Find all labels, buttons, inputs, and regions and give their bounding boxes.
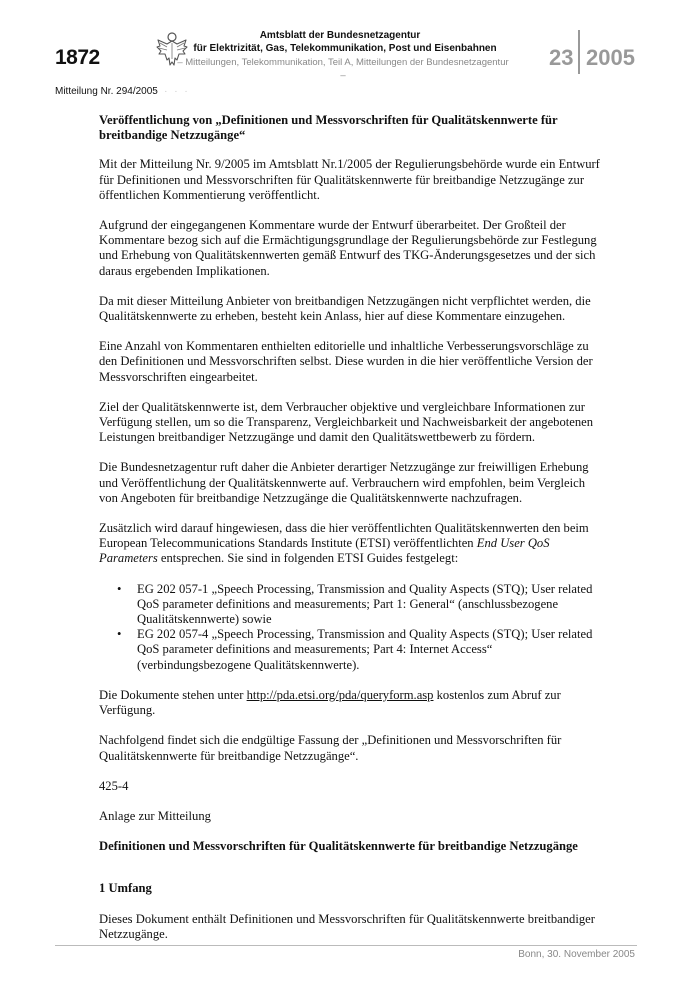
paragraph: Die Bundesnetzagentur ruft daher die Anbieter derartiger Netzzugänge zur freiwilligen Erhebung und Veröffentlichung der Qualitätskennwerte auf. Verbrauchern wird empfohlen, beim Vergleich von Angeboten für breitbandige Netzzugänge die Qualitätskennwerte nachzufragen. bbox=[99, 460, 589, 505]
section-heading: 1 Umfang bbox=[99, 881, 152, 896]
footer-divider bbox=[55, 945, 637, 946]
list-item: • EG 202 057-4 „Speech Processing, Transmission and Quality Aspects (STQ); User related QoS parameter definitions and measurements; Part 4: Internet Access“ (verbindungsbezogene Qualitätskennwerte). bbox=[117, 627, 593, 672]
paragraph: Zusätzlich wird darauf hingewiesen, dass die hier veröffentlichten Qualitätskennwerten den beim European Telecommunications Standards Institute (ETSI) veröffentlichten End User QoS Parameters entsprechen. Sie sind in folgenden ETSI Guides festgelegt: bbox=[99, 521, 589, 566]
paragraph: Da mit dieser Mitteilung Anbieter von breitbandigen Netzzugängen nicht verpflichtet werden, die Qualitätskennwerte zu erheben, besteht kein Anlass, hier auf diese Kommentare einzugehen. bbox=[99, 293, 591, 324]
section-text: Dieses Dokument enthält Definitionen und Messvorschriften für Qualitätskennwerte breitbandiger Netzzugänge. bbox=[99, 911, 595, 941]
list-item: • EG 202 057-1 „Speech Processing, Transmission and Quality Aspects (STQ); User related QoS parameter definitions and measurements; Part 1: General“ (anschlussbezogene Qualitätskennwerte) sowie bbox=[117, 581, 593, 627]
reference-number: 425-4 bbox=[99, 778, 129, 793]
paragraph: Nachfolgend findet sich die endgültige Fassung der „Definitionen und Messvorschriften für Qualitätskennwerte für breitbandige Netzzugänge“. bbox=[99, 733, 562, 763]
gazette-section-subtitle: – Mitteilungen, Telekommunikation, Teil A, Mitteilungen der Bundesnetzagentur – bbox=[177, 57, 509, 81]
footer-date: Bonn, 30. November 2005 bbox=[518, 949, 635, 960]
etsi-term: End User QoS Parameters bbox=[99, 536, 550, 566]
issue-divider bbox=[578, 30, 580, 74]
etsi-download-link[interactable]: http://pda.etsi.org/pda/queryform.asp bbox=[246, 687, 434, 702]
issue-year: 2005 bbox=[586, 45, 635, 70]
standards-list bbox=[99, 582, 607, 673]
notice-id: Mitteilung Nr. 294/2005 bbox=[55, 86, 158, 97]
annex-label: Anlage zur Mitteilung bbox=[99, 808, 211, 823]
paragraph: Aufgrund der eingegangenen Kommentare wurde der Entwurf überarbeitet. Der Großteil der Kommentare bezog sich auf die Ermächtigungsgrundlage der Regulierungsbehörde zur Festlegung und Erhebung von Qualitätskennwerten gemäß Entwurf des TKG-Änderungsgesetzes und der sich daraus ergebenden Implikationen. bbox=[99, 218, 597, 278]
gazette-title-subline: für Elektrizität, Gas, Telekommunikation, Post und Eisenbahnen bbox=[193, 43, 497, 54]
document-title: Veröffentlichung von „Definitionen und Messvorschriften für Qualitätskennwerte für breitbandige Netzzugänge“ bbox=[99, 113, 558, 143]
bullet-icon: • bbox=[117, 627, 122, 642]
issue-number: 23 bbox=[549, 45, 574, 70]
annex-title: Definitionen und Messvorschriften für Qualitätskennwerte für breitbandige Netzzugänge bbox=[99, 839, 578, 854]
paragraph: Eine Anzahl von Kommentaren enthielten editorielle und inhaltliche Verbesserungsvorschläge zu den Definitionen und Messvorschriften selbst. Diese wurden in die hier veröffentliche Version der Messvorschriften eingearbeitet. bbox=[99, 339, 593, 384]
notice-id-ghost-text: · · · · bbox=[154, 86, 190, 97]
document-body bbox=[99, 113, 607, 942]
bullet-icon: • bbox=[117, 581, 122, 596]
paragraph: Ziel der Qualitätskennwerte ist, dem Verbraucher objektive und vergleichbare Informationen zur Verfügung stellen, um so die Transparenz, Vergleichbarkeit und Nachweisbarkeit der angebotenen Leistungen breitbandiger Netzzugänge und damit den Qualitätswettbewerb zu fördern. bbox=[99, 399, 594, 445]
paragraph: Mit der Mitteilung Nr. 9/2005 im Amtsblatt Nr.1/2005 der Regulierungsbehörde wurde ein Entwurf für Definitionen und Messvorschriften für Qualitätskennwerte für breitbandige Netzzugänge zur öffentlichen Kommentierung veröffentlicht. bbox=[99, 157, 600, 202]
page-number: 1872 bbox=[55, 46, 100, 69]
paragraph: Die Dokumente stehen unter http://pda.etsi.org/pda/queryform.asp kostenlos zum Abruf zur Verfügung. bbox=[99, 687, 561, 718]
gazette-title: Amtsblatt der Bundesnetzagentur bbox=[259, 30, 421, 41]
